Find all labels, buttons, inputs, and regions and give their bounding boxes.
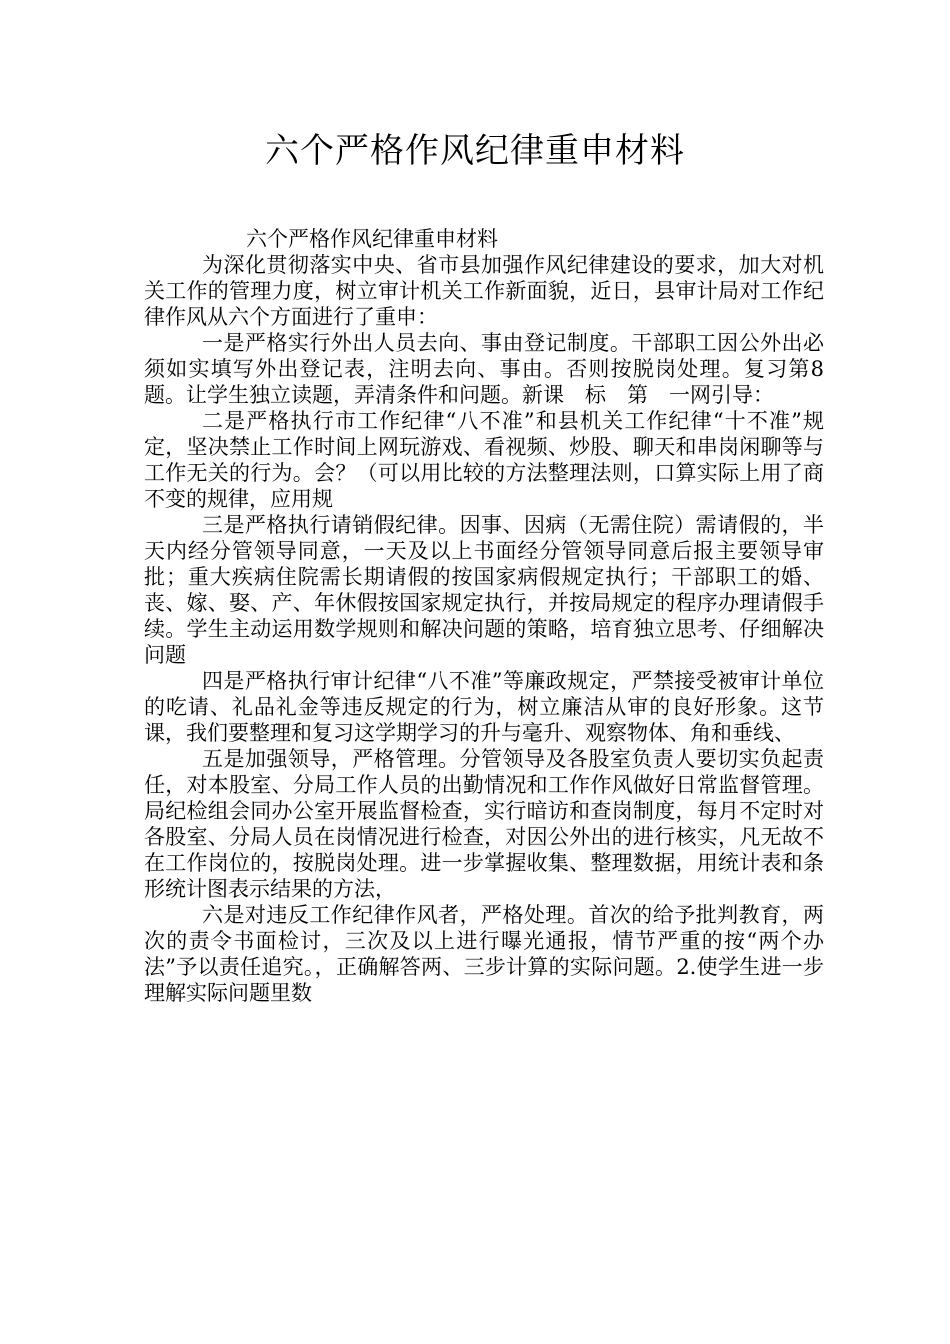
paragraph-item-4: 四是严格执行审计纪律“八不准”等廉政规定，严禁接受被审计单位的吃请、礼品礼金等违反规定的行为，树立廉洁从审的良好形象。这节课，我们要整理和复习这学期学习的升与毫升、观察物体、角和垂线、	[144, 669, 824, 745]
paragraph-item-6: 六是对违反工作纪律作风者，严格处理。首次的给予批判教育，两次的责令书面检讨，三次及以上进行曝光通报，情节严重的按“两个办法”予以责任追究。，正确解答两、三步计算的实际问题。2.使学生进一步理解实际问题里数	[144, 903, 824, 1005]
paragraph-item-3: 三是严格执行请销假纪律。因事、因病（无需住院）需请假的，半天内经分管领导同意，一天及以上书面经分管领导同意后报主要领导审批；重大疾病住院需长期请假的按国家病假规定执行；干部职工的婚、丧、嫁、娶、产、年休假按国家规定执行，并按局规定的程序办理请假手续。学生主动运用数学规则和解决问题的策略，培育独立思考、仔细解决问题	[144, 513, 824, 667]
paragraph-intro: 为深化贯彻落实中央、省市县加强作风纪律建设的要求，加大对机关工作的管理力度，树立审计机关工作新面貌，近日，县审计局对工作纪律作风从六个方面进行了重申：	[144, 253, 824, 329]
document-body	[144, 226, 824, 1006]
page-title: 六个严格作风纪律重申材料	[265, 131, 685, 171]
paragraph-item-5: 五是加强领导，严格管理。分管领导及各股室负责人要切实负起责任，对本股室、分局工作人员的出勤情况和工作作风做好日常监督管理。局纪检组会同办公室开展监督检查，实行暗访和查岗制度，每月不定时对各股室、分局人员在岗情况进行检查，对因公外出的进行核实，凡无故不在工作岗位的，按脱岗处理。进一步掌握收集、整理数据，用统计表和条形统计图表示结果的方法，	[144, 747, 824, 901]
paragraph-item-2: 二是严格执行市工作纪律“八不准”和县机关工作纪律“十不准”规定，坚决禁止工作时间上网玩游戏、看视频、炒股、聊天和串岗闲聊等与工作无关的行为。会？（可以用比较的方法整理法则，口算实际上用了商不变的规律，应用规	[144, 409, 824, 511]
document-subtitle: 六个严格作风纪律重申材料	[246, 227, 498, 251]
paragraph-item-1: 一是严格实行外出人员去向、事由登记制度。干部职工因公外出必须如实填写外出登记表，注明去向、事由。否则按脱岗处理。复习第8题。让学生独立读题，弄清条件和问题。新课 标 第 一网引导：	[144, 331, 824, 407]
